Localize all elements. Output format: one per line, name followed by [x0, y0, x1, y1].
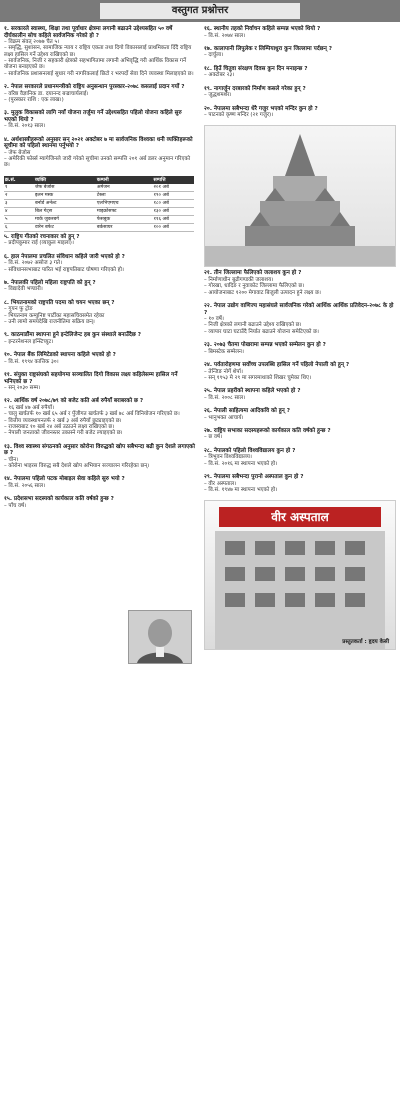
question-body: नेपाल उद्योग वाणिज्य महासंघले सार्वजनिक गरेको आर्थिक आर्थिक प्रतिवेदन-२०७८ के हो ?	[204, 302, 394, 316]
question-item	[4, 280, 196, 293]
question-separator: .	[6, 83, 11, 90]
question-number: १६	[204, 26, 210, 32]
question-separator: .	[6, 110, 11, 117]
question-number: २२	[204, 302, 210, 309]
answer-line: – वि.सं. २०१६ मा स्थापना भएको हो।	[204, 460, 278, 467]
question-separator: .	[209, 65, 214, 72]
answer-line: – तेन्जिङ नोर्गे शेर्पा।	[204, 368, 243, 375]
question-text	[4, 26, 196, 39]
question-body: सरकारले स्वास्थ्य, शिक्षा तथा पूर्वाधार क्षेत्रमा लगानी बढाउने उद्देश्यसहित ५० वर्षे दीर्घकालीन सोच कहिले सार्वजनिक गरेको हो ?	[4, 26, 173, 39]
question-number: १	[4, 26, 7, 32]
question-item	[4, 496, 196, 509]
question-item	[4, 84, 196, 103]
question-separator: .	[6, 332, 11, 339]
question-body: काठमाडौंमा स्थापना हुने इन्टेलिजेन्ट हब कुन संस्थाले बनाउँदैछ ?	[11, 332, 141, 339]
question-item	[4, 332, 196, 345]
question-separator: .	[209, 388, 214, 395]
question-text	[4, 496, 196, 503]
answer-line: – वि.सं. २०७२ असोज ३ गते।	[4, 260, 63, 267]
table-cell: ६	[4, 223, 34, 231]
table-cell: १०० अर्ब	[152, 223, 194, 231]
photo-credit: प्रस्तुतकर्ता : हृदय केसी	[342, 639, 389, 646]
answer-line: – प्रदीपकुमार राई (व्याकुल माइला)।	[4, 240, 74, 247]
question-text	[204, 362, 396, 369]
question-number: १९	[204, 85, 210, 92]
question-separator: .	[6, 233, 11, 240]
question-item	[204, 474, 396, 493]
question-item	[204, 408, 396, 421]
question-text	[204, 303, 396, 316]
answer-line: – गोरखा, धादिङ र नुवाकोट जिल्लामा फैलिएको छ।	[204, 283, 305, 290]
hospital-photo	[204, 500, 396, 650]
answer-line: – सन् २०३० सम्म।	[4, 385, 41, 392]
question-number: १०	[4, 352, 10, 359]
question-body: भियतनामको राष्ट्रपति पदमा को चयन भएका छन् ?	[11, 299, 115, 306]
table-cell: मार्क जुकरबर्ग	[34, 215, 96, 223]
question-text	[204, 342, 396, 349]
question-item	[204, 362, 396, 381]
question-item	[204, 428, 396, 441]
table-header-cell: कम्पनी	[96, 176, 153, 184]
question-text	[4, 110, 196, 123]
answer-line: – पाँच वर्ष।	[4, 502, 27, 509]
question-number: १७	[204, 45, 210, 52]
question-number: २६	[204, 407, 210, 414]
question-separator: .	[209, 361, 214, 368]
question-number: २४	[204, 361, 210, 368]
question-text	[204, 26, 396, 33]
table-cell: वारेन बफेट	[34, 223, 96, 231]
question-item	[4, 26, 196, 77]
question-number: ५	[4, 233, 7, 240]
question-body: कालापानी लिपुलेक र लिम्पियाधुरा कुन जिल्लामा पर्दछन् ?	[213, 45, 332, 52]
question-body: अर्थशास्त्रीहरूको अनुसार सन् २०२१ अक्टोबर ७ मा सार्वजनिक विश्वका धनी व्यक्तिहरूको सूचीमा को पहिलो स्थानमा पर्नुभयो ?	[4, 136, 193, 150]
answer-line: – १० वर्षे।	[204, 316, 224, 323]
answer-line: – दार्चुला।	[204, 52, 224, 59]
table-cell: २०१ अर्ब	[152, 184, 194, 192]
question-separator: .	[209, 45, 214, 52]
rich-list-table	[4, 176, 194, 232]
answer-line: – वि.सं. २०७४ साल।	[204, 32, 246, 39]
question-text	[204, 86, 396, 93]
answer-line: – वित्तीय व्यवस्थापनतर्फ २ खर्ब ३ अर्ब रुपैयाँ छुट्याइएको छ।	[4, 417, 122, 424]
answer-line: – सन् १९५३ मे २९ मा सगरमाथाको शिखर चुमेका थिए।	[204, 374, 312, 381]
right-column	[204, 26, 396, 653]
table-cell: अमेजन	[96, 184, 153, 192]
table-cell: ३	[4, 199, 34, 207]
answer-line: – १६ खर्ब ४७ अर्ब रुपैयाँ।	[4, 405, 55, 412]
table-cell: १३० अर्ब	[152, 207, 194, 215]
question-text	[204, 408, 396, 415]
answer-line: – वीर अस्पताल।	[204, 480, 237, 487]
question-number: ३	[4, 110, 7, 117]
table-cell: बर्कसायर	[96, 223, 153, 231]
answer-line: – व्यापार घाटा घटाउँदै निर्यात बढाउने योजना समेटिएको छ।	[204, 328, 319, 335]
question-number: २	[4, 83, 7, 90]
question-body: तीन जिल्लामा फैलिएको जलाशय कुन हो ?	[213, 270, 302, 277]
question-number: ११	[4, 371, 10, 378]
table-cell: २	[4, 191, 34, 199]
table-header-cell: क्र.सं.	[4, 176, 34, 184]
answer-line: – गुयन फु ट्रोङ	[4, 306, 33, 313]
question-item	[204, 388, 396, 401]
table-cell: फेसबुक	[96, 215, 153, 223]
answer-line: – निर्माणाधीन बुढीगण्डकी जलाशय।	[204, 277, 274, 284]
question-separator: .	[9, 476, 14, 483]
question-item	[4, 372, 196, 391]
answer-line: – कोरोना भाइरस विरुद्ध सबै देशले खोप अभियान सञ्चालन गरिरहेका छन्।	[4, 463, 150, 469]
table-cell: इलन मस्क	[34, 191, 96, 199]
question-body: नेपाल बैंक लिमिटेडको स्थापना कहिले भएको हो ?	[13, 352, 116, 359]
question-number: २५	[204, 388, 210, 395]
temple-photo	[204, 125, 396, 267]
question-item	[4, 352, 196, 365]
question-body: २०७३ चैतमा पोखरामा सम्पन्न भएको सम्मेलन कुन हो ?	[213, 342, 326, 349]
table-cell: जेफ बेजोस	[34, 184, 96, 192]
question-number: २३	[204, 342, 210, 349]
answer-line: – अक्टोबर २३।	[204, 72, 235, 79]
question-separator: .	[209, 26, 214, 32]
question-item	[204, 26, 396, 39]
question-body: नेपालमा सबैभन्दा पुरानो अस्पताल कुन हो ?	[213, 473, 304, 480]
answer-line: – त्रिभुवन विश्वविद्यालय।	[204, 454, 252, 461]
question-number: २९	[204, 473, 210, 480]
question-item	[204, 342, 396, 355]
table-cell: १८० अर्ब	[152, 199, 194, 207]
answer-line: – समृद्धि, सुशासन, सामाजिक न्याय र राष्ट्रिय एकता तथा दिगो विकासलाई प्राथमिकता दिँदै राष्ट्रिय लक्ष्य हासिल गर्ने उद्देश्य राखिएको छ।	[4, 45, 192, 58]
question-body: राष्ट्रिय सभाका सदस्यहरूको कार्यकाल कति वर्षको हुन्छ ?	[213, 427, 331, 434]
table-cell: १	[4, 184, 34, 192]
question-number: १८	[204, 65, 210, 72]
hospital-sign: वीर अस्पताल	[219, 507, 381, 527]
question-body: हाल नेपालमा प्रचलित संविधान कहिले जारी भएको हो ?	[11, 253, 125, 260]
question-text	[4, 352, 196, 359]
table-row	[4, 191, 194, 199]
question-number: १४	[4, 476, 10, 483]
answer-line: – वि.सं. २०५६ साल।	[4, 482, 46, 489]
question-item	[204, 448, 396, 467]
answer-line: – वि.सं. २००८ साल।	[204, 394, 246, 401]
question-body: राष्ट्रिय गीतको रचनाकार को हुन् ?	[11, 233, 80, 240]
question-body: नेपाली साहित्यमा आदिकवि को हुन् ?	[213, 407, 290, 414]
answer-line: – उनी लामो समयदेखि राजनीतिमा सक्रिय छन्।	[4, 318, 95, 325]
table-cell: एलभिएमएच	[96, 199, 153, 207]
table-cell: ४	[4, 207, 34, 215]
portrait-photo	[128, 610, 192, 664]
question-body: नेपालमा पहिलो पटक मोबाइल सेवा कहिले सुरु भयो ?	[13, 476, 125, 483]
table-header-cell: व्यक्ति	[34, 176, 96, 184]
answer-line: – जेफ बेजोस	[4, 149, 31, 156]
left-column	[4, 26, 196, 516]
question-item	[204, 106, 396, 119]
question-separator: .	[6, 136, 11, 143]
question-separator: .	[209, 342, 214, 349]
answer-line: – इन्टरनेशनल इन्स्टिच्युट।	[4, 338, 54, 345]
question-separator: .	[9, 496, 14, 503]
question-number: ७	[4, 279, 7, 286]
table-row	[4, 184, 194, 192]
portrait-image	[129, 611, 191, 663]
answer-line: – आयोजनाबाट १२०० मेगावाट बिजुली उत्पादन हुने लक्ष्य छ।	[204, 289, 321, 296]
question-separator: .	[209, 105, 214, 112]
question-separator: .	[6, 26, 11, 32]
table-cell: १९० अर्ब	[152, 191, 194, 199]
answer-line: – भानुभक्त आचार्य।	[204, 414, 244, 421]
answer-line: – चालु खर्चतर्फ १० खर्ब ६५ अर्ब र पुँजीगत खर्चतर्फ ३ खर्ब ७८ अर्ब विनियोजन गरिएको छ।	[4, 411, 180, 418]
question-body: नेपाल प्रहरीको स्थापना कहिले भएको हो ?	[213, 388, 301, 395]
answer-line: – भियतनाम कम्युनिष्ट पार्टीका महासचिवसमेत रहेका	[4, 312, 105, 319]
question-separator: .	[209, 447, 214, 454]
question-body: स्थानीय तहको निर्वाचन कहिले सम्पन्न भएको थियो ?	[213, 26, 321, 32]
answer-line: – राजस्वबाट १० खर्ब २४ अर्ब उठाउने लक्ष्य राखिएको छ।	[4, 423, 115, 430]
question-text	[4, 84, 196, 91]
question-body: हिउँ चितुवा संरक्षण दिवस कुन दिन मनाइन्छ ?	[213, 65, 308, 72]
question-number: ४	[4, 136, 7, 143]
question-text	[4, 372, 196, 385]
question-body: प्रदेशसभा सदस्यको कार्यकाल कति वर्षको हुन्छ ?	[13, 496, 114, 503]
question-separator: .	[9, 398, 14, 405]
question-separator: .	[209, 85, 214, 92]
question-body: मुलुक विकासको लागि नयाँ योजना तर्जुमा गर्ने उद्देश्यसहित पहिलो योजना कहिले सुरु भएको थियो ?	[4, 110, 182, 123]
answer-line: – सार्वजनिक, निजी र सहकारी क्षेत्रको सहभागितामा लगानी अभिवृद्धि गरी आर्थिक विकास गर्ने योजना बनाइएको छ।	[4, 58, 186, 71]
answer-line: – बिमस्टेक सम्मेलन।	[204, 348, 244, 355]
answer-line: – विद्यादेवी भण्डारी।	[4, 286, 43, 293]
question-text	[204, 46, 396, 53]
question-number: २१	[204, 270, 210, 277]
question-body: नेपाल सरकारले प्रधानमन्त्रीको राष्ट्रिय अनुसन्धान पुरस्कार-२०७८ कसलाई प्रदान गर्यो ?	[11, 83, 185, 90]
answer-line: – निजी क्षेत्रको लगानी बढाउने उद्देश्य राखिएको छ।	[204, 322, 302, 329]
question-body: नेपालमा सबैभन्दा धेरै गजुर भएको मन्दिर कुन हो ?	[213, 105, 318, 112]
table-cell: टेस्ला	[96, 191, 153, 199]
question-number: १२	[4, 398, 10, 405]
question-number: ९	[4, 332, 7, 339]
answer-line: – वि.सं. १९४७ मा स्थापना भएको हो।	[204, 486, 278, 493]
question-item	[4, 444, 196, 470]
question-number: ८	[4, 299, 7, 306]
answer-line: – छ वर्ष।	[204, 434, 223, 441]
answer-line: – वि.सं. २०१३ साल।	[4, 123, 46, 130]
answer-line: – नेपाली जनताको जीवनस्तर उकास्ने गरी बजेट ल्याइएको छ।	[4, 430, 123, 437]
question-text	[4, 332, 196, 339]
question-item	[4, 300, 196, 325]
table-row	[4, 199, 194, 207]
question-separator: .	[6, 279, 11, 286]
question-separator: .	[9, 352, 14, 359]
question-body: आर्थिक वर्ष २०७८/७९ को बजेट कति अर्ब रुपैयाँ बराबरको छ ?	[13, 398, 144, 405]
question-item	[4, 110, 196, 129]
question-body: पर्वतारोहणमा सर्वोच्च उपलब्धि हासिल गर्ने पहिलो नेपाली को हुन् ?	[213, 361, 350, 368]
question-item	[204, 270, 396, 295]
question-text	[204, 474, 396, 481]
question-separator: .	[6, 253, 11, 260]
question-separator: .	[209, 473, 214, 480]
question-number: १३	[4, 443, 10, 450]
question-separator: .	[209, 270, 214, 277]
question-body: नागार्जुन दरबारको निर्माण कसले गरेका हुन् ?	[213, 85, 306, 92]
table-cell: माइक्रोसफ्ट	[96, 207, 153, 215]
question-number: २०	[204, 105, 210, 112]
question-item	[204, 303, 396, 335]
question-separator: .	[6, 299, 11, 306]
question-item	[4, 137, 196, 169]
question-item	[204, 46, 396, 59]
answer-line: – संविधानसभाबाट पारित भई राष्ट्रपतिबाट घोषणा गरिएको हो।	[4, 266, 124, 273]
answer-line: – चीन।	[4, 456, 19, 463]
table-cell: ११६ अर्ब	[152, 215, 194, 223]
page-title: वस्तुगत प्रश्नोत्तर	[100, 3, 300, 19]
answer-line: – अमेरिकी फोर्ब्स म्यागेजिनले जारी गरेको सूचीमा उनको सम्पत्ति २०१ अर्ब डलर अनुमान गरिएको छ।	[4, 156, 190, 169]
answer-line: – विक्रम संवत् २०७७ चैत ५।	[4, 39, 60, 46]
table-cell: ५	[4, 215, 34, 223]
question-item	[4, 234, 196, 247]
answer-line: – वरिष्ठ वैज्ञानिक डा. दयानन्द बज्राचार्यलाई।	[4, 90, 89, 97]
question-item	[4, 476, 196, 489]
question-text	[4, 444, 196, 457]
table-cell: बर्नार्ड अर्नल्ट	[34, 199, 96, 207]
answer-line: – पाटनको कृष्ण मन्दिर (२१ गजुर)।	[204, 112, 274, 119]
question-number: ६	[4, 253, 7, 260]
answer-line: – वि.सं. १९९४ कात्तिक ३०।	[4, 358, 59, 365]
table-row	[4, 207, 194, 215]
question-item	[4, 398, 196, 436]
answer-line: – (पुरस्कार राशि : एक लाख।)	[4, 96, 64, 103]
question-text	[204, 428, 396, 435]
table-cell: बिल गेट्स	[34, 207, 96, 215]
table-row	[4, 223, 194, 231]
question-body: नेपालको पहिलो विश्वविद्यालय कुन हो ?	[213, 447, 296, 454]
question-separator: .	[209, 427, 214, 434]
page-header	[0, 0, 400, 22]
question-number: २७	[204, 427, 210, 434]
answer-line: – सार्वजनिक प्रशासनलाई सुधार गरी नागरिकलाई छिटो र भरपर्दो सेवा दिने व्यवस्था मिलाइएको छ।	[4, 70, 194, 77]
question-body: संयुक्त राष्ट्रसंघको सहयोगमा सञ्चालित दिगो विकास लक्ष्य कहिलेसम्म हासिल गर्ने भनिएको छ ?	[4, 371, 178, 385]
question-separator: .	[9, 371, 14, 378]
question-item	[4, 254, 196, 273]
table-row	[4, 215, 194, 223]
question-text	[4, 476, 196, 483]
question-number: १५	[4, 496, 10, 503]
question-text	[204, 388, 396, 395]
question-text	[4, 137, 196, 150]
question-body: नेपालकी पहिलो महिला राष्ट्रपति को हुन् ?	[11, 279, 96, 286]
question-item	[204, 66, 396, 79]
question-number: २८	[204, 447, 210, 454]
table-header-cell: सम्पत्ति	[152, 176, 194, 184]
question-separator: .	[9, 443, 14, 450]
temple-image	[205, 126, 395, 266]
question-separator: .	[209, 407, 214, 414]
question-separator: .	[209, 302, 214, 309]
question-item	[204, 86, 396, 99]
answer-line: – जुद्धशमशेर।	[204, 92, 232, 99]
question-body: विश्व स्वास्थ्य संगठनको अनुसार कोरोना विरुद्धको खोप सबैभन्दा बढी कुन देशले लगाएको छ ?	[4, 443, 195, 457]
